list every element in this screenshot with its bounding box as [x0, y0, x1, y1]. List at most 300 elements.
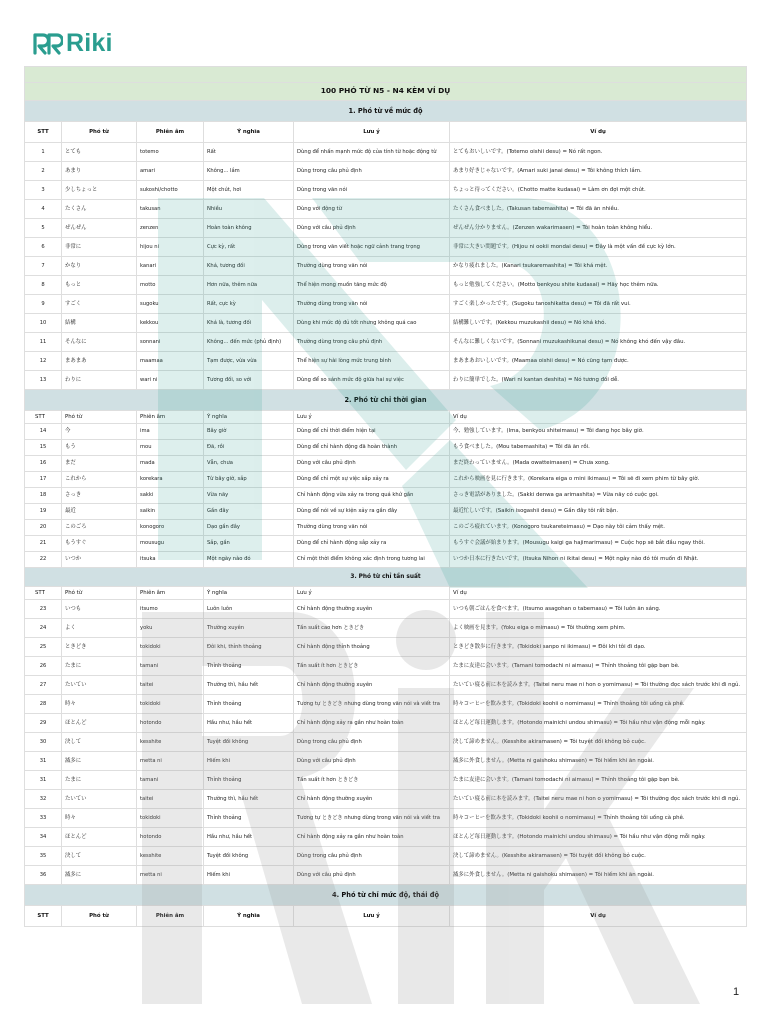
header-reading: Phiên âm: [137, 122, 204, 143]
cell-reading: taitei: [137, 790, 204, 809]
cell-example: 非常に大きい問題です。(Hijou ni ookii mondai desu) = Đây là một vấn đề cực kỳ lớn.: [450, 238, 747, 257]
cell-reading: hotondo: [137, 828, 204, 847]
cell-stt: 31: [25, 771, 62, 790]
cell-meaning: Luôn luôn: [204, 600, 294, 619]
cell-example: ほとんど毎日運動します。(Hotondo mainichi undou shimasu) = Tôi hầu như vận động mỗi ngày.: [450, 828, 747, 847]
header-note: Lưu ý: [294, 122, 450, 143]
section-title: 3. Phó từ chỉ tần suất: [25, 568, 747, 587]
cell-reading: yoku: [137, 619, 204, 638]
cell-reading: ima: [137, 424, 204, 440]
cell-meaning: Hiếm khi: [204, 752, 294, 771]
cell-meaning: Tạm được, vừa vừa: [204, 352, 294, 371]
cell-adverb: とても: [62, 143, 137, 162]
header-note: Lưu ý: [294, 411, 450, 424]
cell-meaning: Một ngày nào đó: [204, 552, 294, 568]
table-row: [25, 238, 747, 257]
cell-meaning: Dạo gần đây: [204, 520, 294, 536]
cell-adverb: このごろ: [62, 520, 137, 536]
cell-example: 時々コーヒーを飲みます。(Tokidoki koohii o nomimasu) = Thỉnh thoảng tôi uống cà phê.: [450, 695, 747, 714]
cell-reading: kesshite: [137, 733, 204, 752]
cell-note: Dùng để chỉ một sự việc sắp xảy ra: [294, 472, 450, 488]
cell-reading: itsumo: [137, 600, 204, 619]
riki-logo-icon: [33, 33, 63, 55]
cell-stt: 29: [25, 714, 62, 733]
cell-meaning: Vừa nãy: [204, 488, 294, 504]
header-meaning: Ý nghĩa: [204, 122, 294, 143]
header-stt: STT: [25, 906, 62, 927]
section-title: 2. Phó từ chỉ thời gian: [25, 390, 747, 411]
cell-adverb: 結構: [62, 314, 137, 333]
cell-meaning: Thỉnh thoảng: [204, 657, 294, 676]
cell-meaning: Tương đối, so với: [204, 371, 294, 390]
cell-meaning: Vẫn, chưa: [204, 456, 294, 472]
cell-adverb: ときどき: [62, 638, 137, 657]
cell-note: Dùng trong câu phủ định: [294, 733, 450, 752]
cell-example: 今、勉強しています。(Ima, benkyou shiteimasu) = Tôi đang học bây giờ.: [450, 424, 747, 440]
cell-example: 決して諦めません。(Kesshite akiramasen) = Tôi tuyệt đối không bỏ cuộc.: [450, 847, 747, 866]
header-reading: Phiên âm: [137, 587, 204, 600]
cell-note: Tần suất ít hơn ときどき: [294, 771, 450, 790]
cell-example: たいてい寝る前に本を読みます。(Taitei neru mae ni hon o yomimasu) = Tôi thường đọc sách trước khi đi ngủ.: [450, 790, 747, 809]
cell-stt: 7: [25, 257, 62, 276]
header-reading: Phiên âm: [137, 411, 204, 424]
cell-reading: kanari: [137, 257, 204, 276]
cell-reading: tokidoki: [137, 695, 204, 714]
cell-note: Dùng để nói về sự kiện xảy ra gần đây: [294, 504, 450, 520]
cell-stt: 17: [25, 472, 62, 488]
cell-adverb: 決して: [62, 847, 137, 866]
cell-stt: 31: [25, 752, 62, 771]
cell-note: Dùng với câu phủ định: [294, 866, 450, 885]
cell-example: たまに友達に会います。(Tamani tomodachi ni aimasu) = Thỉnh thoảng tôi gặp bạn bè.: [450, 771, 747, 790]
cell-example: たいてい寝る前に本を読みます。(Taitei neru mae ni hon o yomimasu) = Tôi thường đọc sách trước khi đi ngủ.: [450, 676, 747, 695]
header-adverb: Phó từ: [62, 906, 137, 927]
document-title-row: [25, 83, 747, 101]
cell-meaning: Gần đây: [204, 504, 294, 520]
cell-note: Dùng khi mức độ đủ tốt nhưng không quá cao: [294, 314, 450, 333]
column-header-row: [25, 411, 747, 424]
cell-note: Tương tự ときどき nhưng dùng trong văn nói và viết tra: [294, 695, 450, 714]
cell-stt: 18: [25, 488, 62, 504]
cell-adverb: ほとんど: [62, 828, 137, 847]
section-title-row: [25, 101, 747, 122]
cell-example: そんなに難しくないです。(Sonnani muzukashikunai desu) = Nó không khó đến vậy đâu.: [450, 333, 747, 352]
cell-meaning: Tuyệt đối không: [204, 847, 294, 866]
table-row: [25, 472, 747, 488]
cell-meaning: Hầu như, hầu hết: [204, 714, 294, 733]
table-row: [25, 552, 747, 568]
cell-stt: 26: [25, 657, 62, 676]
header-stt: STT: [25, 587, 62, 600]
table-row: [25, 619, 747, 638]
cell-adverb: ぜんぜん: [62, 219, 137, 238]
table-row: [25, 520, 747, 536]
cell-meaning: Không... đến mức (phủ định): [204, 333, 294, 352]
cell-stt: 35: [25, 847, 62, 866]
cell-note: Chỉ hành động xảy ra gần như hoàn toàn: [294, 828, 450, 847]
cell-note: Thường dùng trong văn nói: [294, 295, 450, 314]
cell-stt: 12: [25, 352, 62, 371]
cell-stt: 5: [25, 219, 62, 238]
cell-example: たくさん食べました。(Takusan tabemashita) = Tôi đã ăn nhiều.: [450, 200, 747, 219]
table-row: [25, 276, 747, 295]
section-title: 4. Phó từ chỉ mức độ, thái độ: [25, 885, 747, 906]
header-adverb: Phó từ: [62, 411, 137, 424]
cell-stt: 2: [25, 162, 62, 181]
table-row: [25, 657, 747, 676]
cell-stt: 6: [25, 238, 62, 257]
cell-adverb: よく: [62, 619, 137, 638]
cell-reading: metta ni: [137, 866, 204, 885]
section-title-row: [25, 390, 747, 411]
cell-note: Thường dùng trong văn nói: [294, 257, 450, 276]
cell-stt: 34: [25, 828, 62, 847]
cell-meaning: Sắp, gần: [204, 536, 294, 552]
cell-reading: korekara: [137, 472, 204, 488]
table-row: [25, 162, 747, 181]
cell-stt: 13: [25, 371, 62, 390]
cell-reading: tamani: [137, 657, 204, 676]
sheet-top-band: [25, 67, 747, 83]
table-row: [25, 257, 747, 276]
cell-example: かなり疲れました。(Kanari tsukaremashita) = Tôi khá mệt.: [450, 257, 747, 276]
cell-meaning: Tuyệt đối không: [204, 733, 294, 752]
cell-adverb: すごく: [62, 295, 137, 314]
cell-example: あまり好きじゃないです。(Amari suki janai desu) = Tôi không thích lắm.: [450, 162, 747, 181]
cell-note: Thể hiện sự hài lòng mức trung bình: [294, 352, 450, 371]
cell-example: たまに友達に会います。(Tamani tomodachi ni aimasu) = Thỉnh thoảng tôi gặp bạn bè.: [450, 657, 747, 676]
header-adverb: Phó từ: [62, 122, 137, 143]
cell-meaning: Đôi khi, thỉnh thoảng: [204, 638, 294, 657]
cell-note: Dùng với câu phủ định: [294, 752, 450, 771]
cell-stt: 1: [25, 143, 62, 162]
cell-note: Dùng trong văn nói: [294, 181, 450, 200]
column-header-row: [25, 587, 747, 600]
table-row: [25, 866, 747, 885]
cell-example: もう食べました。(Mou tabemashita) = Tôi đã ăn rồi.: [450, 440, 747, 456]
cell-reading: mou: [137, 440, 204, 456]
cell-reading: sukoshi/chotto: [137, 181, 204, 200]
cell-example: いつか日本に行きたいです。(Itsuka Nihon ni ikitai desu) = Một ngày nào đó tôi muốn đi Nhật.: [450, 552, 747, 568]
cell-adverb: たくさん: [62, 200, 137, 219]
cell-stt: 16: [25, 456, 62, 472]
cell-adverb: 時々: [62, 809, 137, 828]
cell-example: ちょっと待ってください。(Chotto matte kudasai) = Làm ơn đợi một chút.: [450, 181, 747, 200]
cell-note: Tương tự ときどき nhưng dùng trong văn nói và viết tra: [294, 809, 450, 828]
cell-adverb: まだ: [62, 456, 137, 472]
cell-reading: wari ni: [137, 371, 204, 390]
cell-stt: 33: [25, 809, 62, 828]
cell-note: Chỉ hành động xảy ra gần như hoàn toàn: [294, 714, 450, 733]
cell-stt: 30: [25, 733, 62, 752]
cell-adverb: たまに: [62, 771, 137, 790]
table-row: [25, 295, 747, 314]
header-note: Lưu ý: [294, 587, 450, 600]
cell-adverb: あまり: [62, 162, 137, 181]
header-meaning: Ý nghĩa: [204, 906, 294, 927]
cell-meaning: Thỉnh thoảng: [204, 809, 294, 828]
table-row: [25, 314, 747, 333]
cell-stt: 21: [25, 536, 62, 552]
table-row: [25, 440, 747, 456]
cell-note: Dùng để chỉ hành động đã hoàn thành: [294, 440, 450, 456]
cell-adverb: いつも: [62, 600, 137, 619]
cell-adverb: 時々: [62, 695, 137, 714]
cell-example: 滅多に外食しません。(Metta ni gaishoku shimasen) = Tôi hiếm khi ăn ngoài.: [450, 752, 747, 771]
cell-note: Dùng để chỉ thời điểm hiện tại: [294, 424, 450, 440]
cell-reading: konogoro: [137, 520, 204, 536]
cell-stt: 24: [25, 619, 62, 638]
page-number: 1: [733, 986, 740, 998]
cell-meaning: Không... lắm: [204, 162, 294, 181]
cell-stt: 15: [25, 440, 62, 456]
cell-example: いつも朝ごはんを食べます。(Itsumo asagohan o tabemasu) = Tôi luôn ăn sáng.: [450, 600, 747, 619]
cell-note: Chỉ hành động thường xuyên: [294, 676, 450, 695]
cell-example: このごろ疲れています。(Konogoro tsukareteimasu) = Dạo này tôi cảm thấy mệt.: [450, 520, 747, 536]
table-row: [25, 200, 747, 219]
cell-meaning: Nhiều: [204, 200, 294, 219]
cell-example: 結構難しいです。(Kekkou muzukashii desu) = Nó khá khó.: [450, 314, 747, 333]
cell-stt: 19: [25, 504, 62, 520]
cell-reading: mousugu: [137, 536, 204, 552]
table-row: [25, 504, 747, 520]
table-row: [25, 424, 747, 440]
table-row: [25, 536, 747, 552]
cell-note: Dùng trong văn viết hoặc ngữ cảnh trang trọng: [294, 238, 450, 257]
cell-adverb: かなり: [62, 257, 137, 276]
cell-meaning: Bây giờ: [204, 424, 294, 440]
cell-meaning: Thỉnh thoảng: [204, 695, 294, 714]
cell-note: Dùng với câu phủ định: [294, 456, 450, 472]
cell-meaning: Khá, tương đối: [204, 257, 294, 276]
cell-adverb: 少しちょっと: [62, 181, 137, 200]
document-title: 100 PHÓ TỪ N5 - N4 KÈM VÍ DỤ: [25, 83, 747, 101]
riki-logo-text: Riki: [66, 29, 113, 57]
cell-stt: 27: [25, 676, 62, 695]
cell-note: Dùng để chỉ hành động sắp xảy ra: [294, 536, 450, 552]
cell-reading: hijou ni: [137, 238, 204, 257]
cell-stt: 8: [25, 276, 62, 295]
cell-reading: takusan: [137, 200, 204, 219]
cell-adverb: 滅多に: [62, 866, 137, 885]
cell-adverb: たまに: [62, 657, 137, 676]
cell-adverb: さっき: [62, 488, 137, 504]
cell-adverb: 滅多に: [62, 752, 137, 771]
cell-reading: amari: [137, 162, 204, 181]
cell-stt: 4: [25, 200, 62, 219]
cell-meaning: Hiếm khi: [204, 866, 294, 885]
cell-stt: 25: [25, 638, 62, 657]
header-stt: STT: [25, 411, 62, 424]
table-row: [25, 828, 747, 847]
cell-adverb: そんなに: [62, 333, 137, 352]
cell-note: Tần suất cao hơn ときどき: [294, 619, 450, 638]
cell-meaning: Hơn nữa, thêm nữa: [204, 276, 294, 295]
adverb-table: [24, 66, 747, 927]
cell-example: ときどき散歩に行きます。(Tokidoki sanpo ni ikimasu) = Đôi khi tôi đi dạo.: [450, 638, 747, 657]
table-row: [25, 143, 747, 162]
cell-note: Thường dùng trong câu phủ định: [294, 333, 450, 352]
header-reading: Phiên âm: [137, 906, 204, 927]
cell-example: すごく楽しかったです。(Sugoku tanoshikatta desu) = Tôi đã rất vui.: [450, 295, 747, 314]
cell-stt: 23: [25, 600, 62, 619]
cell-note: Dùng với câu phủ định: [294, 219, 450, 238]
cell-stt: 28: [25, 695, 62, 714]
header-meaning: Ý nghĩa: [204, 587, 294, 600]
cell-meaning: Rất: [204, 143, 294, 162]
table-row: [25, 771, 747, 790]
cell-reading: zenzen: [137, 219, 204, 238]
header-adverb: Phó từ: [62, 587, 137, 600]
cell-meaning: Khá là, tương đối: [204, 314, 294, 333]
header-stt: STT: [25, 122, 62, 143]
cell-stt: 11: [25, 333, 62, 352]
header-example: Ví dụ: [450, 122, 747, 143]
cell-note: Chỉ hành động thường xuyên: [294, 600, 450, 619]
cell-adverb: もうすぐ: [62, 536, 137, 552]
cell-reading: totemo: [137, 143, 204, 162]
cell-note: Tần suất ít hơn ときどき: [294, 657, 450, 676]
cell-reading: motto: [137, 276, 204, 295]
table-row: [25, 181, 747, 200]
table-row: [25, 600, 747, 619]
cell-reading: hotondo: [137, 714, 204, 733]
section-title-row: [25, 568, 747, 587]
table-row: [25, 371, 747, 390]
cell-reading: sonnani: [137, 333, 204, 352]
riki-logo: [33, 31, 113, 56]
cell-stt: 10: [25, 314, 62, 333]
cell-adverb: たいてい: [62, 676, 137, 695]
cell-reading: itsuka: [137, 552, 204, 568]
cell-reading: saikin: [137, 504, 204, 520]
cell-reading: taitei: [137, 676, 204, 695]
cell-example: ぜんぜん分かりません。(Zenzen wakarimasen) = Tôi hoàn toàn không hiểu.: [450, 219, 747, 238]
cell-meaning: Thỉnh thoảng: [204, 771, 294, 790]
cell-note: Chỉ một thời điểm không xác định trong tương lai: [294, 552, 450, 568]
cell-meaning: Rất, cực kỳ: [204, 295, 294, 314]
cell-meaning: Cực kỳ, rất: [204, 238, 294, 257]
cell-adverb: たいてい: [62, 790, 137, 809]
cell-reading: sakki: [137, 488, 204, 504]
cell-note: Dùng trong câu phủ định: [294, 847, 450, 866]
cell-example: 最近忙しいです。(Saikin isogashii desu) = Gần đây tôi rất bận.: [450, 504, 747, 520]
cell-reading: maamaa: [137, 352, 204, 371]
cell-note: Dùng để so sánh mức độ giữa hai sự việc: [294, 371, 450, 390]
table-row: [25, 352, 747, 371]
cell-stt: 3: [25, 181, 62, 200]
cell-meaning: Đã, rồi: [204, 440, 294, 456]
cell-stt: 22: [25, 552, 62, 568]
header-example: Ví dụ: [450, 906, 747, 927]
table-row: [25, 847, 747, 866]
cell-note: Chỉ hành động thường xuyên: [294, 790, 450, 809]
cell-meaning: Từ bây giờ, sắp: [204, 472, 294, 488]
cell-meaning: Thường xuyên: [204, 619, 294, 638]
cell-example: 時々コーヒーを飲みます。(Tokidoki koohii o nomimasu) = Thỉnh thoảng tôi uống cà phê.: [450, 809, 747, 828]
cell-stt: 14: [25, 424, 62, 440]
cell-adverb: 非常に: [62, 238, 137, 257]
column-header-row: [25, 906, 747, 927]
table-row: [25, 809, 747, 828]
cell-adverb: ほとんど: [62, 714, 137, 733]
cell-adverb: これから: [62, 472, 137, 488]
table-row: [25, 695, 747, 714]
cell-note: Dùng với động từ: [294, 200, 450, 219]
table-row: [25, 488, 747, 504]
cell-stt: 20: [25, 520, 62, 536]
cell-stt: 32: [25, 790, 62, 809]
cell-meaning: Thường thì, hầu hết: [204, 790, 294, 809]
cell-example: まあまあおいしいです。(Maamaa oishii desu) = Nó cũng tạm được.: [450, 352, 747, 371]
cell-reading: sugoku: [137, 295, 204, 314]
table-row: [25, 456, 747, 472]
cell-example: もうすぐ会議が始まります。(Mousugu kaigi ga hajimarimasu) = Cuộc họp sẽ bắt đầu ngay thôi.: [450, 536, 747, 552]
cell-adverb: いつか: [62, 552, 137, 568]
cell-note: Chỉ hành động thỉnh thoảng: [294, 638, 450, 657]
cell-example: わりに簡単でした。(Wari ni kantan deshita) = Nó tương đối dễ.: [450, 371, 747, 390]
header-meaning: Ý nghĩa: [204, 411, 294, 424]
cell-adverb: 最近: [62, 504, 137, 520]
cell-note: Thường dùng trong văn nói: [294, 520, 450, 536]
cell-meaning: Một chút, hơi: [204, 181, 294, 200]
cell-meaning: Hoàn toàn không: [204, 219, 294, 238]
adverb-spreadsheet: [24, 66, 746, 927]
table-row: [25, 752, 747, 771]
cell-adverb: 今: [62, 424, 137, 440]
table-row: [25, 219, 747, 238]
table-row: [25, 638, 747, 657]
cell-note: Dùng trong câu phủ định: [294, 162, 450, 181]
cell-reading: tokidoki: [137, 638, 204, 657]
cell-note: Thể hiện mong muốn tăng mức độ: [294, 276, 450, 295]
cell-example: さっき電話がありました。(Sakki denwa ga arimashita) = Vừa nãy có cuộc gọi.: [450, 488, 747, 504]
cell-note: Dùng để nhấn mạnh mức độ của tính từ hoặc động từ: [294, 143, 450, 162]
header-note: Lưu ý: [294, 906, 450, 927]
table-row: [25, 714, 747, 733]
cell-stt: 36: [25, 866, 62, 885]
cell-example: まだ終わっていません。(Mada owatteimasen) = Chưa xong.: [450, 456, 747, 472]
cell-meaning: Hầu như, hầu hết: [204, 828, 294, 847]
cell-example: ほとんど毎日運動します。(Hotondo mainichi undou shimasu) = Tôi hầu như vận động mỗi ngày.: [450, 714, 747, 733]
header-example: Ví dụ: [450, 587, 747, 600]
cell-adverb: まあまあ: [62, 352, 137, 371]
cell-example: これから映画を見に行きます。(Korekara eiga o mini ikimasu) = Tôi sẽ đi xem phim từ bây giờ.: [450, 472, 747, 488]
cell-adverb: わりに: [62, 371, 137, 390]
cell-reading: kesshite: [137, 847, 204, 866]
cell-example: とてもおいしいです。(Totemo oishii desu) = Nó rất ngon.: [450, 143, 747, 162]
table-row: [25, 733, 747, 752]
cell-reading: kekkou: [137, 314, 204, 333]
table-row: [25, 333, 747, 352]
cell-note: Chỉ hành động vừa xảy ra trong quá khứ gần: [294, 488, 450, 504]
section-title-row: [25, 885, 747, 906]
section-title: 1. Phó từ về mức độ: [25, 101, 747, 122]
header-example: Ví dụ: [450, 411, 747, 424]
cell-example: もっと勉強してください。(Motto benkyou shite kudasai) = Hãy học thêm nữa.: [450, 276, 747, 295]
table-row: [25, 676, 747, 695]
cell-example: 決して諦めません。(Kesshite akiramasen) = Tôi tuyệt đối không bỏ cuộc.: [450, 733, 747, 752]
cell-meaning: Thường thì, hầu hết: [204, 676, 294, 695]
cell-example: 滅多に外食しません。(Metta ni gaishoku shimasen) = Tôi hiếm khi ăn ngoài.: [450, 866, 747, 885]
cell-adverb: 決して: [62, 733, 137, 752]
cell-adverb: もっと: [62, 276, 137, 295]
cell-reading: tamani: [137, 771, 204, 790]
cell-reading: tokidoki: [137, 809, 204, 828]
cell-example: よく映画を見ます。(Yoku eiga o mimasu) = Tôi thường xem phim.: [450, 619, 747, 638]
column-header-row: [25, 122, 747, 143]
cell-reading: metta ni: [137, 752, 204, 771]
